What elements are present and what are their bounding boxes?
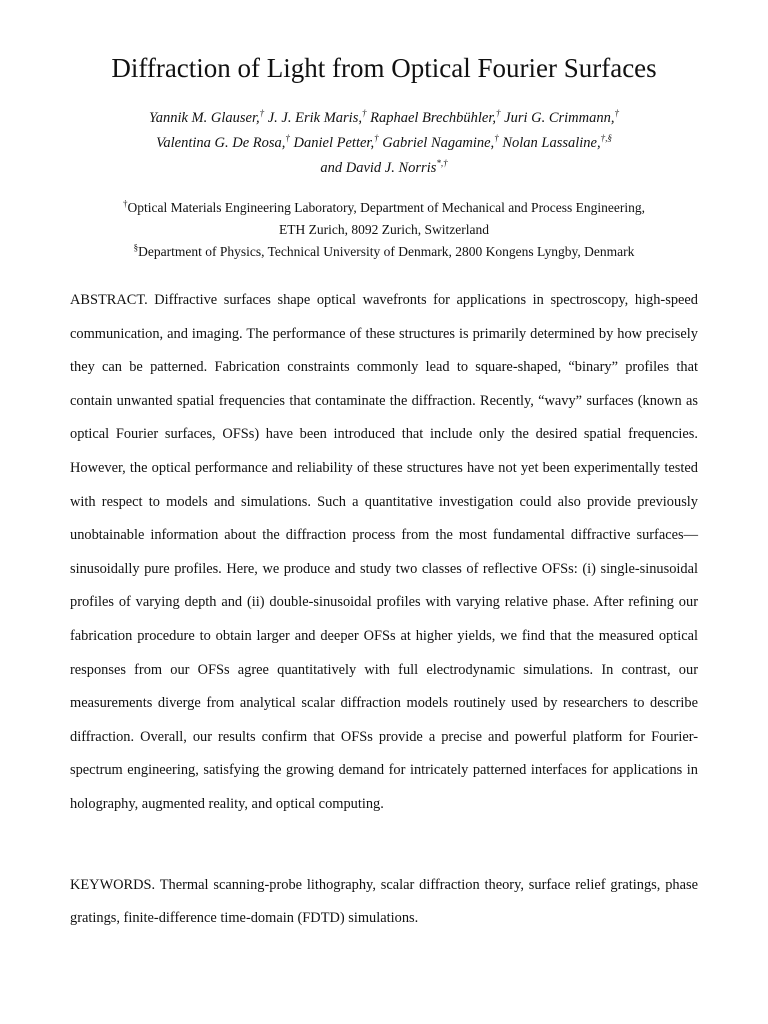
author-name: Daniel Petter, (289, 135, 375, 151)
author-affiliation-mark: † (259, 108, 265, 119)
author-affiliation-mark: † (374, 133, 379, 144)
affiliation-mark: § (133, 242, 139, 253)
abstract-paragraph: ABSTRACT. Diffractive surfaces shape optical wavefronts for applications in spectroscopy, high-speed communication, and imaging. The performance of these structures is primarily determined by how precisely they can be patterned. Fabrication constraints commonly lead to square-shaped, “binary” profiles that contain unwanted spatial frequencies that contaminate the diffraction. Recently, “wavy” surfaces (known as optical Fourier surfaces, OFSs) have been introduced that include only the desired spatial frequencies. However, the optical performance and reliability of these structures have not yet been experimentally tested with respect to models and simulations. Such a quantitative investigation could also provide previously unobtainable information about the diffraction process from the most fundamental diffractive surfaces—sinusoidally pure profiles. Here, we produce and study two classes of reflective OFSs: (i) single-sinusoidal profiles of varying depth and (ii) double-sinusoidal profiles with varying relative phase. After refining our fabrication procedure to obtain larger and deeper OFSs at higher yields, we find that the measured optical responses from our OFSs agree quantitatively with full electrodynamic simulations. In contrast, our measurements diverge from analytical scalar diffraction models routinely used by researchers to describe diffraction. Overall, our results confirm that OFSs provide a precise and powerful platform for Fourier-spectrum engineering, satisfying the growing demand for intricately patterned interfaces for applications in holography, augmented reality, and optical computing. (70, 292, 698, 812)
author-name: Gabriel Nagamine, (378, 135, 495, 151)
author-name: Nolan Lassaline, (498, 135, 601, 151)
author-affiliation-mark: † (494, 133, 499, 144)
author-line-3 (0, 156, 768, 181)
author-name: and David J. Norris (320, 160, 437, 176)
affiliation-line-3 (0, 241, 768, 263)
author-name: Yannik M. Glauser, (148, 110, 260, 126)
author-affiliation-mark: † (361, 108, 367, 119)
author-line-2 (0, 131, 768, 156)
author-affiliation-mark: † (496, 108, 501, 119)
affiliation-block (0, 197, 768, 263)
author-affiliation-mark: † (285, 133, 290, 144)
affiliation-text: Optical Materials Engineering Laboratory, Department of Mechanical and Process Engineering, (127, 200, 646, 215)
author-name: Valentina G. De Rosa, (156, 135, 286, 151)
keywords-paragraph: KEYWORDS. Thermal scanning-probe lithography, scalar diffraction theory, surface relief gratings, phase gratings, finite-difference time-domain (FDTD) simulations. (70, 877, 698, 926)
affiliation-mark: † (122, 198, 128, 209)
author-name: Raphael Brechbühler, (366, 110, 497, 126)
author-affiliation-mark: † (614, 108, 620, 119)
affiliation-line-2: ETH Zurich, 8092 Zurich, Switzerland (279, 222, 489, 237)
author-affiliation-mark: †,§ (600, 133, 612, 144)
affiliation-line-1 (0, 197, 768, 219)
author-affiliation-mark: *,† (436, 158, 448, 169)
paper-title: Diffraction of Light from Optical Fourier Surfaces (111, 53, 657, 83)
author-name: Juri G. Crimmann, (500, 110, 615, 126)
affiliation-text: Department of Physics, Technical University of Denmark, 2800 Kongens Lyngby, Denmark (138, 244, 635, 259)
author-line-1 (0, 106, 768, 131)
author-name: J. J. Erik Maris, (264, 110, 362, 126)
author-list (0, 106, 768, 181)
